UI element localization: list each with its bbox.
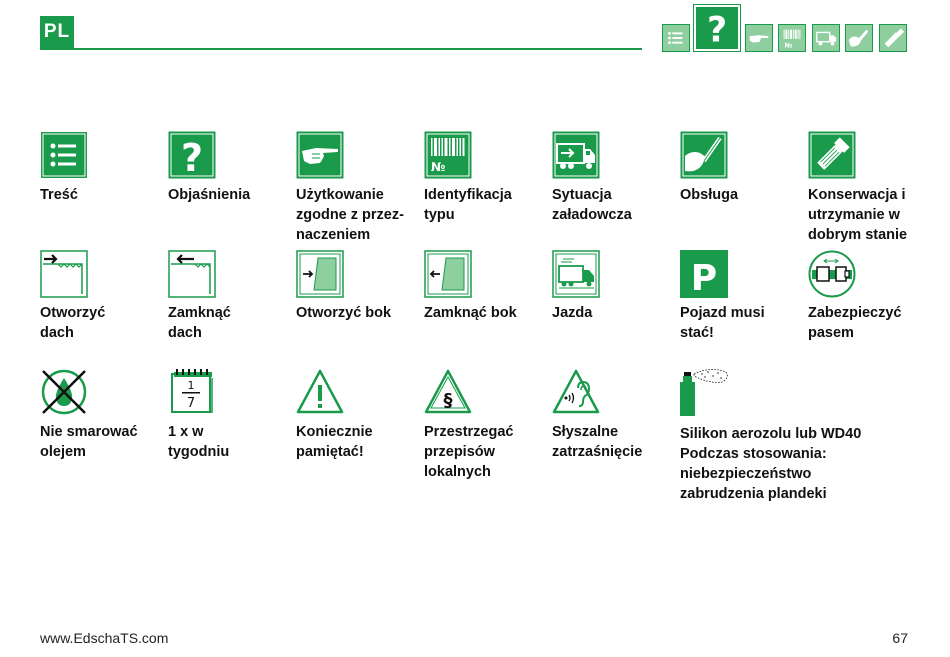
open-roof-label: Otworzyć dach [40,305,106,341]
close-side-label: Zamknąć bok [424,305,517,321]
operation-label: Obsługa [680,187,739,203]
audible-click-label: Słyszalne zatrzaśnięcie [552,424,643,460]
nav-explanations-icon[interactable] [694,5,740,51]
maintenance-icon [808,131,856,179]
contents-icon [40,131,88,179]
language-badge: PL [40,16,74,48]
svg-text:?: ? [706,10,728,49]
loading-label: Sytuacja załadowcza [552,187,632,223]
page-number: 67 [892,630,908,646]
no-oil-label: Nie smarować olejem [40,424,138,460]
vehicle-must-stop-label: Pojazd musi stać! [680,305,765,341]
parking-icon [680,250,728,298]
footer-url[interactable]: www.EdschaTS.com [40,630,169,646]
header-rule [40,48,642,50]
nav-intended-use-icon[interactable] [745,24,773,52]
spray-can-icon [680,368,728,416]
calendar-weekly-icon [168,368,216,416]
truck-loading-icon [552,131,600,179]
svg-text:№: № [784,41,793,50]
parking-letter: P [690,258,718,298]
nav-contents-icon[interactable] [662,24,690,52]
hand-tool-icon [680,131,728,179]
calendar-denominator: 7 [186,396,196,411]
calendar-numerator: 1 [187,379,195,392]
question-icon [168,131,216,179]
nav-loading-icon[interactable] [812,24,840,52]
nav-identification-icon[interactable] [778,24,806,52]
paragraph-sign: § [443,390,453,411]
svg-text:?: ? [180,136,204,179]
nav-maintenance-icon[interactable] [879,24,907,52]
explanations-label: Objaśnienia [168,187,251,203]
identification-label: Identyfikacja typu [424,187,512,223]
pointing-hand-icon [296,131,344,179]
close-roof-label: Zamknąć dach [168,305,231,341]
id-badge-text: № [431,160,446,174]
close-roof-icon [168,250,216,298]
barcode-icon [424,131,472,179]
silicone-spray-label: Silikon aerozolu lub WD40 Podczas stosowania: niebezpieczeństwo zabrudzenia plandeki [680,426,862,502]
intended-use-label: Użytkowanie zgodne z przez- naczeniem [296,187,404,243]
nav-operation-icon[interactable] [845,24,873,52]
regulations-icon [424,368,472,416]
secure-belt-label: Zabezpieczyć pasem [808,305,902,341]
close-side-icon [424,250,472,298]
driving-truck-icon [552,250,600,298]
maintenance-label: Konserwacja i utrzymanie w dobrym stanie [808,187,908,243]
warning-icon [296,368,344,416]
belt-secure-icon [808,250,856,298]
driving-label: Jazda [552,305,593,321]
contents-label: Treść [40,187,78,203]
no-oil-icon [40,368,88,416]
once-weekly-label: 1 x w tygodniu [168,424,230,460]
open-roof-icon [40,250,88,298]
local-regulations-label: Przestrzegać przepisów lokalnych [424,424,514,480]
open-side-icon [296,250,344,298]
audible-click-icon [552,368,600,416]
must-remember-label: Koniecznie pamiętać! [296,424,373,460]
open-side-label: Otworzyć bok [296,305,392,321]
